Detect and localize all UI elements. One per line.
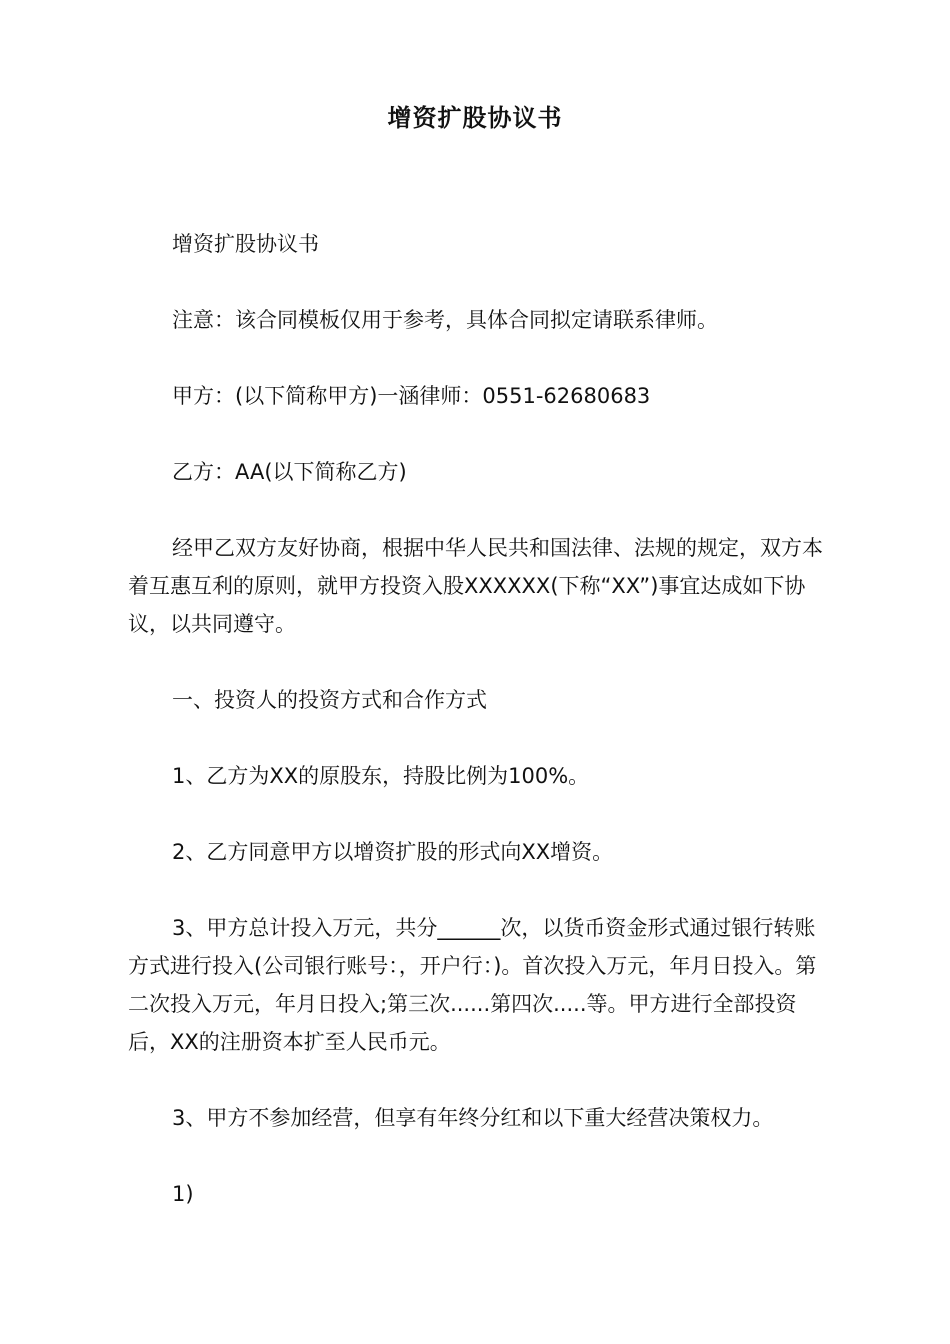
paragraph-notice: 注意：该合同模板仅用于参考，具体合同拟定请联系律师。: [172, 308, 718, 332]
paragraph-party-a: 甲方：(以下简称甲方)一涵律师：0551-62680683: [172, 384, 651, 408]
paragraph-party-b: 乙方：AA(以下简称乙方): [172, 460, 407, 484]
paragraph-clause-1: 1、乙方为XX的原股东，持股比例为100%。: [172, 764, 590, 788]
paragraph-preamble: 经甲乙双方友好协商，根据中华人民共和国法律、法规的规定，双方本着互惠互利的原则，就甲方投资入股XXXXXX(下称“XX”)事宜达成如下协议，以共同遵守。: [128, 536, 823, 636]
document-title: 增资扩股协议书: [387, 104, 563, 132]
paragraph-clause-2: 2、乙方同意甲方以增资扩股的形式向XX增资。: [172, 840, 614, 864]
paragraph-heading: 增资扩股协议书: [172, 232, 319, 256]
paragraph-subitem-1: 1): [172, 1182, 194, 1206]
paragraph-section-one: 一、投资人的投资方式和合作方式: [172, 688, 487, 712]
paragraph-clause-3-investment: 3、甲方总计投入万元，共分______次，以货币资金形式通过银行转账方式进行投入(公司银行账号：，开户行：)。首次投入万元，年月日投入。第二次投入万元，年月日投入;第三次......第四次.....等。甲方进行全部投资后，XX的注册资本扩至人民币元。: [128, 916, 817, 1054]
paragraph-clause-3-rights: 3、甲方不参加经营，但享有年终分红和以下重大经营决策权力。: [172, 1106, 774, 1130]
